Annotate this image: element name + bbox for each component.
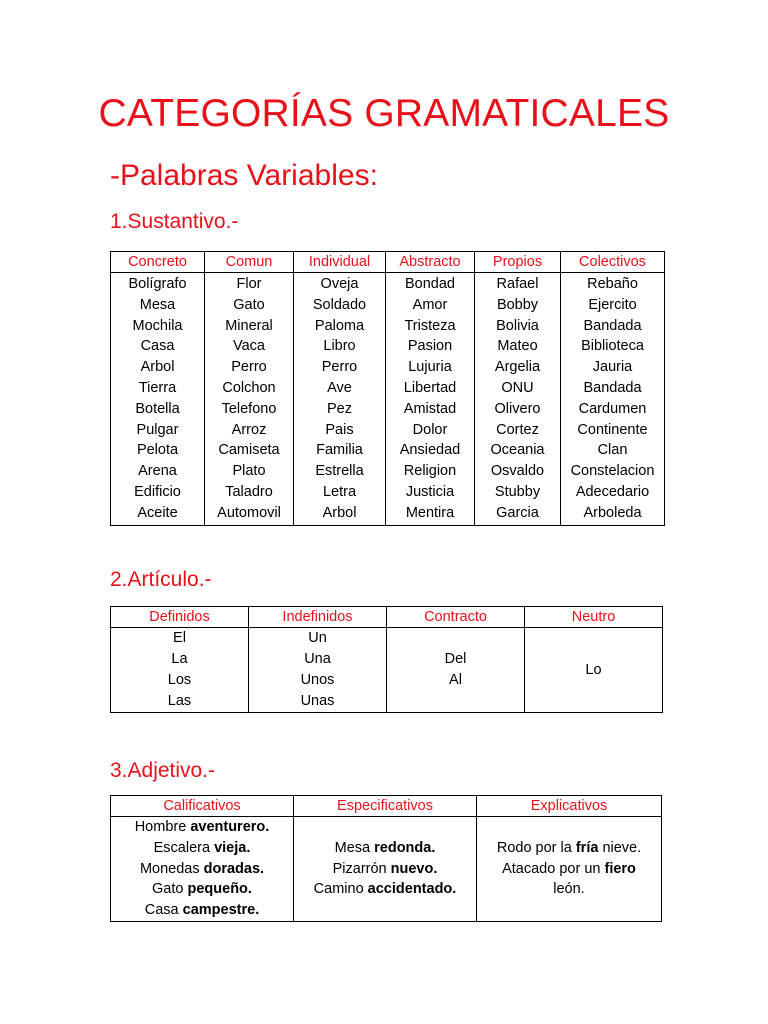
sustantivo-cell-text: Ave <box>327 379 352 396</box>
sustantivo-cell-text: Pasion <box>407 338 453 355</box>
sustantivo-cell-text: Mochila <box>132 317 183 334</box>
sustantivo-cell-text: Amor <box>412 296 448 313</box>
sustantivo-cell-text: Olivero <box>494 400 541 417</box>
sustantivo-cell-text: Perro <box>231 359 267 376</box>
sustantivo-cell-text: Stubby <box>494 483 541 500</box>
sustantivo-cell-text: Bandada <box>583 379 642 396</box>
sustantivo-cell-text: Aceite <box>137 504 178 521</box>
sustantivo-cell-text: Bondad <box>405 276 455 292</box>
sustantivo-cell-text: Tristeza <box>404 317 456 334</box>
section-heading-adjetivo: 3.Adjetivo.- <box>110 759 216 782</box>
sustantivo-cell-text: Garcia <box>496 504 539 521</box>
sustantivo-cell-text: Mineral <box>225 317 273 334</box>
adjetivo-cell <box>294 817 477 922</box>
articulo-cell-text: La <box>171 651 188 667</box>
articulo-cell <box>387 628 525 713</box>
adjetivo-cell <box>477 817 662 922</box>
sustantivo-cell-text: Pez <box>327 400 352 417</box>
articulo-cell-text: Unos <box>300 672 335 688</box>
sustantivo-cell-text: Lujuria <box>408 359 452 376</box>
sustantivo-cell-text: Paloma <box>314 317 365 334</box>
sustantivo-column-header: Abstracto <box>386 252 475 273</box>
articulo-cell <box>525 628 663 713</box>
sustantivo-cell-text: Cortez <box>496 421 539 438</box>
adjetivo-cell-text: Camino accidentado. <box>313 881 457 898</box>
sustantivo-cell-text: Libro <box>323 338 356 355</box>
articulo-cell-text: Una <box>304 651 331 667</box>
articulo-column-header: Definidos <box>111 607 249 628</box>
sustantivo-cell-text: Camiseta <box>218 442 280 459</box>
sustantivo-cell-text: Pais <box>325 421 354 438</box>
sustantivo-column-header: Individual <box>294 252 386 273</box>
adjetivo-cell-text: Rodo por la fría nieve. <box>496 839 642 856</box>
sustantivo-cell-text: Arboleda <box>583 504 642 521</box>
sustantivo-cell <box>294 273 386 526</box>
sustantivo-cell-text: Rebaño <box>587 276 638 292</box>
sustantivo-cell-text: Argelia <box>494 359 541 376</box>
sustantivo-cell <box>111 273 205 526</box>
adjetivo-column-header: Calificativos <box>111 796 294 817</box>
sustantivo-cell-text: Cardumen <box>578 400 647 417</box>
sustantivo-cell-text: Osvaldo <box>490 463 545 480</box>
sustantivo-cell-text: Dolor <box>412 421 448 438</box>
sustantivo-cell-text: Botella <box>135 400 180 417</box>
sustantivo-cell-text: Adecedario <box>575 483 650 500</box>
sustantivo-cell <box>205 273 294 526</box>
sustantivo-cell-text: Edificio <box>134 483 181 500</box>
sustantivo-cell-text: Arena <box>138 463 177 480</box>
sustantivo-cell-text: Oveja <box>320 276 359 292</box>
articulo-column-header: Contracto <box>387 607 525 628</box>
sustantivo-cell-text: Ejercito <box>588 296 637 313</box>
articulo-header-row <box>111 607 663 628</box>
sustantivo-cell-text: Justicia <box>405 483 455 500</box>
sustantivo-cell-text: Pulgar <box>136 421 179 438</box>
adjetivo-column-header: Explicativos <box>477 796 662 817</box>
sustantivo-cell-text: Pelota <box>136 442 179 459</box>
sustantivo-cell-text: Religion <box>403 463 457 480</box>
sustantivo-cell-text: Oceania <box>490 442 545 459</box>
sustantivo-column-header: Comun <box>205 252 294 273</box>
adjetivo-cell-text: Atacado por un fiero <box>502 860 636 877</box>
articulo-cell <box>111 628 249 713</box>
sustantivo-cell-text: Taladro <box>225 483 273 500</box>
adjetivo-table <box>110 795 662 922</box>
sustantivo-cell <box>475 273 561 526</box>
sustantivo-cell-text: Bolígrafo <box>128 276 187 292</box>
adjetivo-column-header: Especificativos <box>294 796 477 817</box>
sustantivo-column-header: Concreto <box>111 252 205 273</box>
articulo-body-row <box>111 628 663 713</box>
sustantivo-cell-text: Bandada <box>583 317 642 334</box>
articulo-cell-text: El <box>173 630 186 646</box>
sustantivo-body-row <box>111 273 665 526</box>
adjetivo-cell-text: Casa campestre. <box>144 902 260 919</box>
articulo-table <box>110 606 663 713</box>
sustantivo-cell-text: Perro <box>321 359 358 376</box>
sustantivo-cell-text: Clan <box>597 442 628 459</box>
sustantivo-cell-text: Estrella <box>315 463 364 480</box>
sustantivo-cell-text: Casa <box>140 338 175 355</box>
page-title: CATEGORÍAS GRAMATICALES <box>98 92 670 135</box>
articulo-column-header: Indefinidos <box>249 607 387 628</box>
articulo-cell-text: Lo <box>585 661 602 678</box>
sustantivo-cell-text: Arroz <box>231 421 267 438</box>
articulo-cell-text: Un <box>308 630 327 646</box>
articulo-cell-text: Las <box>167 693 192 709</box>
adjetivo-cell-text: Mesa redonda. <box>334 839 436 856</box>
sustantivo-cell-text: Libertad <box>403 379 457 396</box>
adjetivo-cell-text: Pizarrón nuevo. <box>332 860 438 877</box>
sustantivo-cell-text: Automovil <box>217 504 281 521</box>
sustantivo-cell-text: Mateo <box>497 338 538 355</box>
sustantivo-cell-text: Arbol <box>140 359 175 376</box>
adjetivo-cell-text: Hombre aventurero. <box>134 819 270 835</box>
section-heading-sustantivo: 1.Sustantivo.- <box>110 210 239 233</box>
sustantivo-cell-text: Continente <box>577 421 648 438</box>
sustantivo-cell-text: Bobby <box>496 296 539 313</box>
adjetivo-cell-text: Monedas doradas. <box>139 860 265 877</box>
sustantivo-cell-text: Bolivia <box>496 317 539 334</box>
adjetivo-header-row <box>111 796 662 817</box>
sustantivo-cell-text: Mesa <box>139 296 176 313</box>
articulo-cell <box>249 628 387 713</box>
adjetivo-cell-text: león. <box>553 881 585 898</box>
sustantivo-cell-text: Vaca <box>233 338 265 355</box>
sustantivo-cell-text: Gato <box>233 296 265 313</box>
sustantivo-cell-text: Flor <box>236 276 262 292</box>
articulo-cell-text: Al <box>449 672 462 688</box>
adjetivo-cell-text: Gato pequeño. <box>152 881 252 898</box>
sustantivo-cell-text: ONU <box>501 379 534 396</box>
sustantivo-cell-text: Jauria <box>592 359 633 376</box>
sustantivo-cell-text: Soldado <box>312 296 367 313</box>
sustantivo-cell-text: Mentira <box>405 504 455 521</box>
articulo-cell-text: Unas <box>300 693 335 709</box>
articulo-cell-text: Del <box>444 651 467 667</box>
sustantivo-column-header: Propios <box>475 252 561 273</box>
sustantivo-cell-text: Ansiedad <box>399 442 461 459</box>
sustantivo-cell-text: Telefono <box>221 400 277 417</box>
sustantivo-cell-text: Biblioteca <box>581 338 644 355</box>
sustantivo-cell-text: Amistad <box>403 400 457 417</box>
sustantivo-cell-text: Familia <box>316 442 363 459</box>
sustantivo-table <box>110 251 665 526</box>
articulo-cell-text: Los <box>167 672 192 688</box>
page-subtitle: -Palabras Variables: <box>110 159 378 192</box>
sustantivo-cell <box>561 273 665 526</box>
sustantivo-cell-text: Letra <box>322 483 357 500</box>
sustantivo-cell <box>386 273 475 526</box>
articulo-column-header: Neutro <box>525 607 663 628</box>
sustantivo-column-header: Colectivos <box>561 252 665 273</box>
sustantivo-cell-text: Colchon <box>222 379 276 396</box>
sustantivo-cell-text: Rafael <box>496 276 539 292</box>
adjetivo-body-row <box>111 817 662 922</box>
adjetivo-cell-text: Escalera vieja. <box>153 839 251 856</box>
sustantivo-header-row <box>111 252 665 273</box>
sustantivo-cell-text: Constelacion <box>570 463 655 480</box>
section-heading-articulo: 2.Artículo.- <box>110 568 212 591</box>
sustantivo-cell-text: Plato <box>232 463 266 480</box>
adjetivo-cell <box>111 817 294 922</box>
sustantivo-cell-text: Tierra <box>138 379 177 396</box>
sustantivo-cell-text: Arbol <box>322 504 357 521</box>
